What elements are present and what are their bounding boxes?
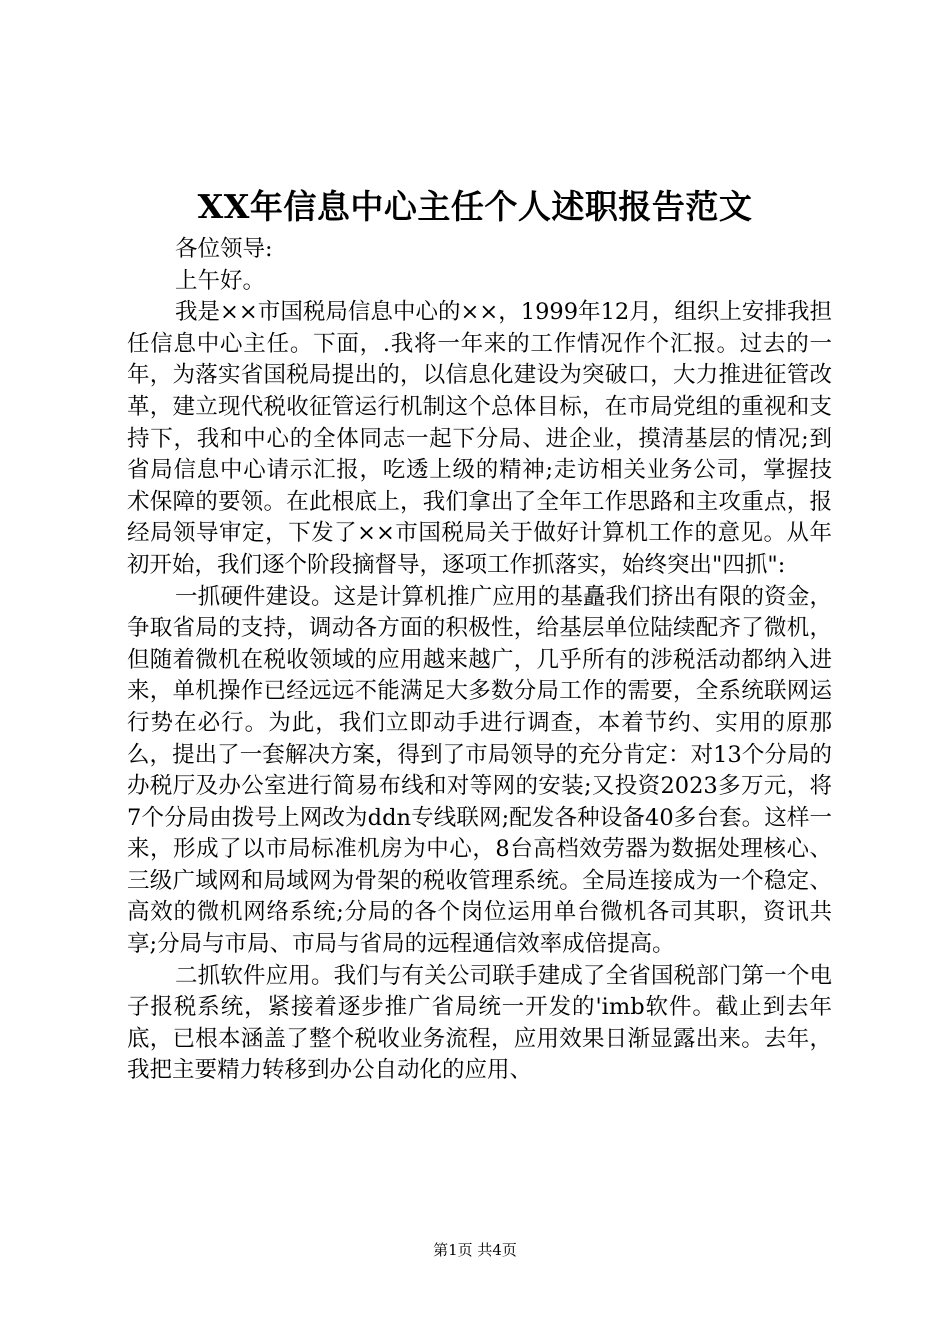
document-title: XX年信息中心主任个人述职报告范文 — [197, 187, 753, 226]
paragraph-greeting: 上午好。 — [175, 267, 266, 294]
paragraph-hardware: 一抓硬件建设。这是计算机推广应用的基矗我们挤出有限的资金，争取省局的支持，调动各方面的积极性，给基层单位陆续配齐了微机，但随着微机在税收领域的应用越来越广，几乎所有的涉税活动都纳入进来，单机操作已经远远不能满足大多数分局工作的需要，全系统联网运行势在必行。为此，我们立即动手进行调查，本着节约、实用的原那么，提出了一套解决方案，得到了市局领导的充分肯定：对13个分局的办税厅及办公室进行简易布线和对等网的安装;又投资2023多万元，将7个分局由拨号上网改为ddn专线联网;配发各种设备40多台套。这样一来，形成了以市局标准机房为中心，8台高档效劳器为数据处理核心、三级广域网和局域网为骨架的税收管理系统。全局连接成为一个稳定、高效的微机网络系统;分局的各个岗位运用单台微机各司其职，资讯共享;分局与市局、市局与省局的远程通信效率成倍提高。 — [127, 583, 832, 958]
paragraph-software: 二抓软件应用。我们与有关公司联手建成了全省国税部门第一个电子报税系统，紧接着逐步推广省局统一开发的'imb软件。截止到去年底，已根本涵盖了整个税收业务流程，应用效果日渐显露出来。去年，我把主要精力转移到办公自动化的应用、 — [127, 962, 832, 1084]
page-footer: 第1页 共4页 — [433, 1241, 517, 1259]
paragraph-introduction: 我是××市国税局信息中心的××，1999年12月，组织上安排我担任信息中心主任。下面，.我将一年来的工作情况作个汇报。过去的一年，为落实省国税局提出的，以信息化建设为突破口，大力推进征管改革，建立现代税收征管运行机制这个总体目标，在市局党组的重视和支持下，我和中心的全体同志一起下分局、进企业，摸清基层的情况;到省局信息中心请示汇报，吃透上级的精神;走访相关业务公司，掌握技术保障的要领。在此根底上，我们拿出了全年工作思路和主攻重点，报经局领导审定，下发了××市国税局关于做好计算机工作的意见。从年初开始，我们逐个阶段摘督导，逐项工作抓落实，始终突出"四抓": — [127, 299, 832, 578]
document-body — [127, 234, 832, 1087]
paragraph-salutation: 各位领导: — [175, 236, 273, 262]
